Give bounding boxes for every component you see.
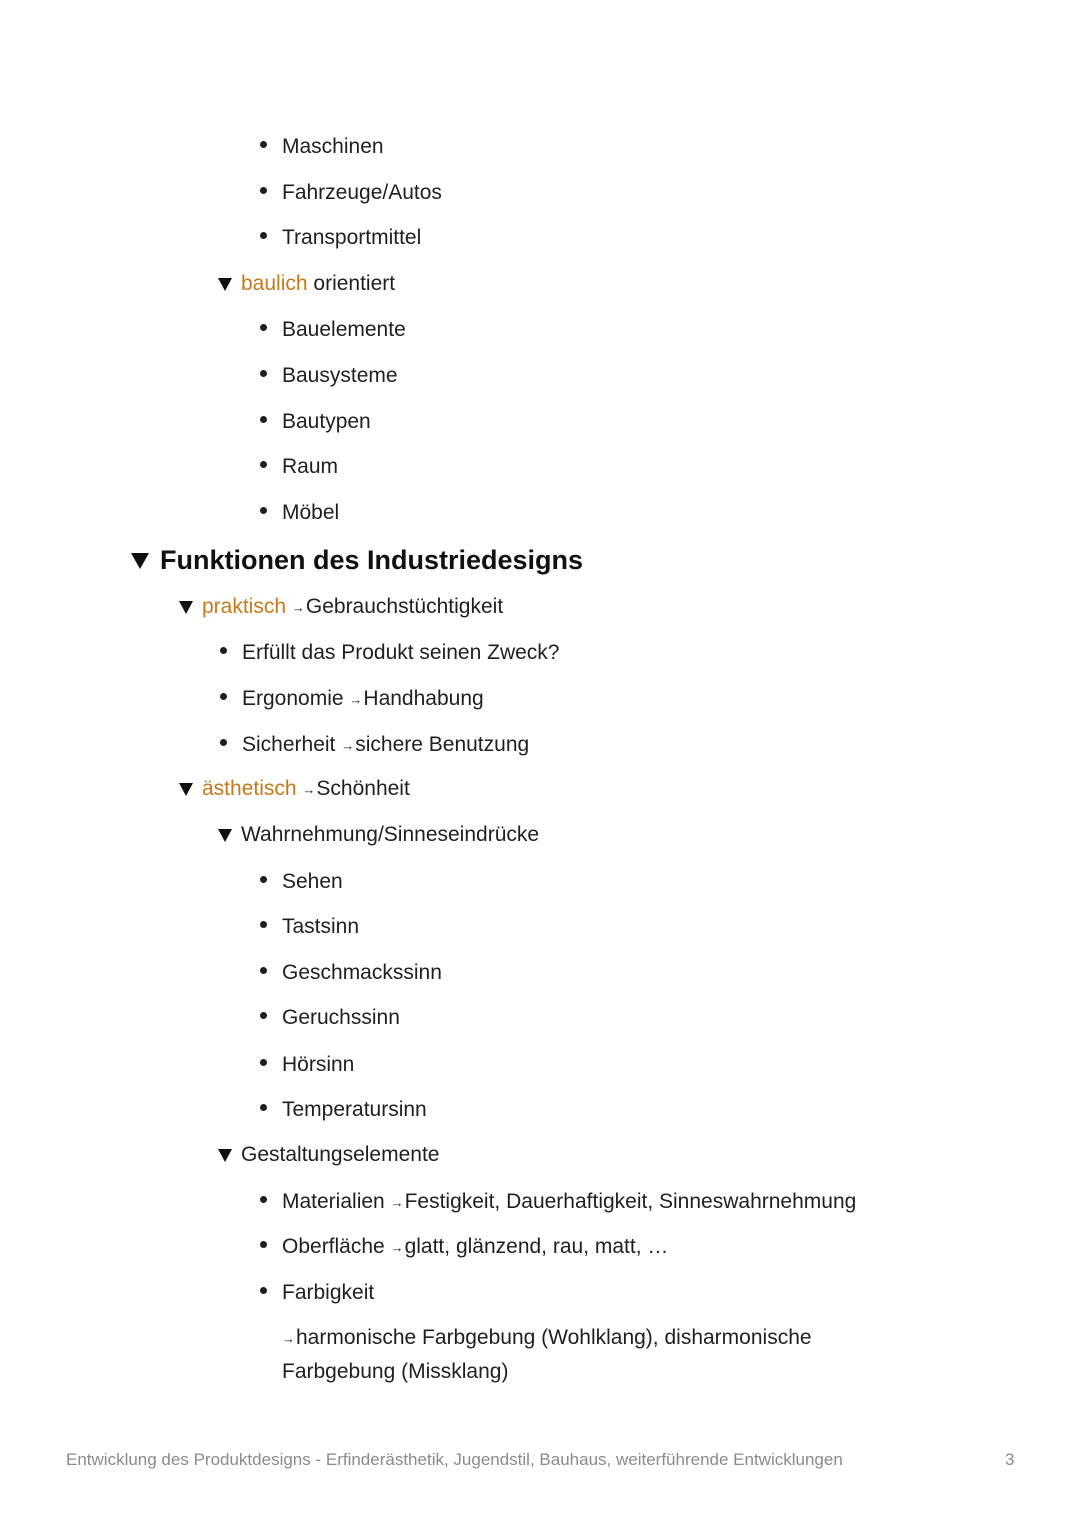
list-item: Temperatursinn (282, 1098, 427, 1121)
page-number: 3 (1005, 1450, 1015, 1469)
list-item: Hörsinn (282, 1053, 355, 1076)
list-item: Sicherheit →sichere Benutzung (242, 733, 530, 756)
arrow-right-icon: → (349, 692, 363, 707)
list-item: Bauelemente (282, 318, 406, 341)
toggle-heading-aesthetisch: ästhetisch →Schönheit (202, 777, 410, 800)
collapse-triangle-icon[interactable] (218, 278, 232, 291)
list-item: Geruchssinn (282, 1006, 400, 1029)
list-item: Erfüllt das Produkt seinen Zweck? (242, 641, 560, 664)
collapse-triangle-icon[interactable] (218, 1149, 232, 1162)
toggle-heading-praktisch: praktisch →Gebrauchstüchtigkeit (202, 595, 504, 618)
collapse-triangle-icon[interactable] (179, 783, 193, 796)
arrow-right-icon: → (302, 782, 316, 797)
arrow-right-icon: → (341, 738, 355, 753)
arrow-right-icon: → (282, 1331, 295, 1346)
list-item: Sehen (282, 870, 343, 893)
list-item: Möbel (282, 501, 340, 524)
section-heading: Funktionen des Industriedesigns (160, 545, 584, 575)
list-item: Geschmackssinn (282, 961, 442, 984)
arrow-right-icon: → (390, 1195, 404, 1210)
list-item: Tastsinn (282, 915, 360, 938)
farbigkeit-note: →harmonische Farbgebung (Wohlklang), disharmonische Farbgebung (Missklang) (282, 1326, 812, 1383)
collapse-triangle-icon[interactable] (218, 829, 232, 842)
list-item: Raum (282, 455, 339, 478)
arrow-right-icon: → (291, 600, 305, 615)
list-item: Materialien →Festigkeit, Dauerhaftigkeit, Sinneswahrnehmung (282, 1190, 857, 1213)
footer-title: Entwicklung des Produktdesigns - Erfinderästhetik, Jugendstil, Bauhaus, weiterführende Entwicklungen (66, 1450, 843, 1469)
list-item: Oberfläche →glatt, glänzend, rau, matt, … (282, 1235, 669, 1258)
list-item: Maschinen (282, 135, 384, 158)
arrow-right-icon: → (390, 1240, 404, 1255)
list-item: Fahrzeuge/Autos (282, 181, 442, 204)
list-item: Bautypen (282, 410, 371, 433)
toggle-heading-baulich: baulich orientiert (241, 272, 396, 295)
list-item: Farbigkeit (282, 1281, 375, 1304)
list-item: Ergonomie →Handhabung (242, 687, 484, 710)
list-item: Bausysteme (282, 364, 398, 387)
toggle-heading-wahrnehmung: Wahrnehmung/Sinneseindrücke (241, 823, 540, 846)
collapse-triangle-icon[interactable] (131, 553, 149, 569)
toggle-heading-gestaltung: Gestaltungselemente (241, 1143, 440, 1166)
collapse-triangle-icon[interactable] (179, 601, 193, 614)
list-item: Transportmittel (282, 226, 422, 249)
